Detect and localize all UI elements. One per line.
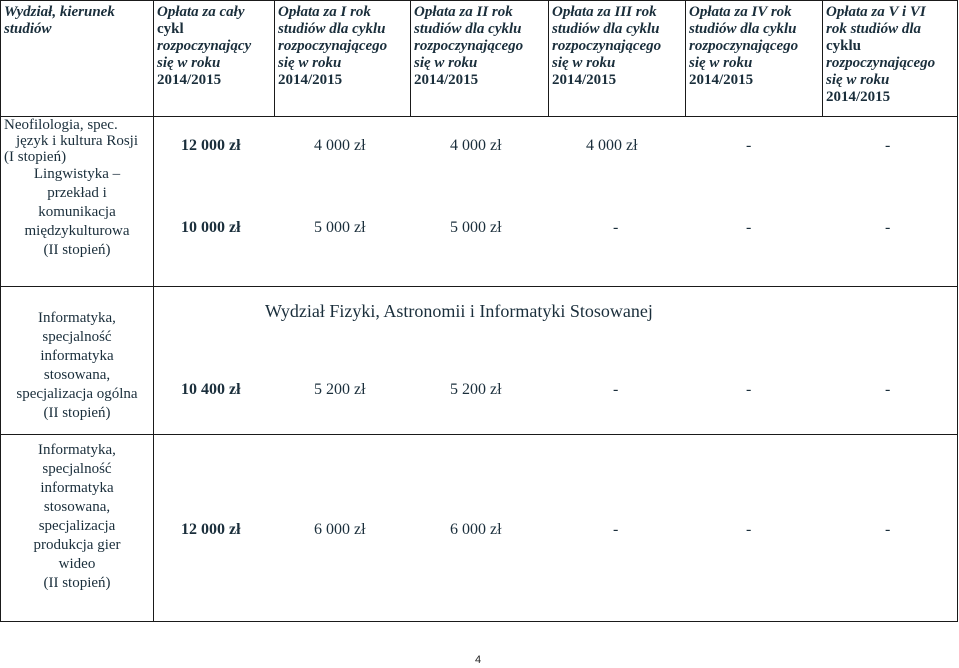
- label-lingwistyka-line-3: międzykulturowa: [24, 223, 130, 239]
- label-lingwistyka-line-0: Lingwistyka –: [33, 166, 121, 182]
- header-y4-line-0: Opłata za IV rok: [689, 4, 792, 20]
- label-inf-games-line-6: wideo: [58, 556, 96, 572]
- block-informatics-games-label: [1, 435, 154, 622]
- label-lingwistyka-line-2: komunikacja: [38, 204, 116, 220]
- header-year-5-6-fee: [823, 1, 958, 117]
- amount-y1-lingwistyka: 5 000 zł: [314, 219, 366, 236]
- header-field-of-study-text: Wydział, kierunek studiów: [4, 4, 115, 37]
- header-y3-line-4: 2014/2015: [552, 72, 617, 88]
- header-year-2-fee: [411, 1, 549, 117]
- label-inf-general-line-1: specjalność: [42, 329, 112, 345]
- header-y5-line-1: rok studiów dla: [826, 21, 922, 37]
- block-informatics-general-amounts: [154, 287, 958, 435]
- header-total-line-4: 2014/2015: [157, 72, 222, 88]
- header-y5-line-2: cyklu: [826, 38, 862, 54]
- amount-y1-inf-games: 6 000 zł: [314, 521, 366, 538]
- amount-total-lingwistyka: 10 000 zł: [181, 219, 241, 236]
- label-inf-games-line-2: informatyka: [40, 480, 114, 496]
- header-year-3-fee: [549, 1, 686, 117]
- label-lingwistyka-line-4: (II stopień): [43, 242, 111, 258]
- amount-y2-lingwistyka: 5 000 zł: [450, 219, 502, 236]
- header-year-4-fee: [686, 1, 823, 117]
- block-philology-labels: [1, 117, 154, 287]
- header-y3-line-3: się w roku: [552, 55, 616, 71]
- header-y3-line-2: rozpoczynającego: [552, 38, 662, 54]
- header-y2-line-3: się w roku: [414, 55, 478, 71]
- amount-y3-neofilologia: 4 000 zł: [586, 137, 638, 154]
- header-y4-line-4: 2014/2015: [689, 72, 754, 88]
- amount-y4-inf-games: -: [746, 521, 752, 538]
- block-philology-amounts: [154, 117, 958, 287]
- amount-y1-neofilologia: 4 000 zł: [314, 137, 366, 154]
- header-field-of-study: [1, 1, 154, 117]
- header-y5-line-3: rozpoczynającego: [826, 55, 936, 71]
- amount-y2-inf-games: 6 000 zł: [450, 521, 502, 538]
- header-row: [1, 1, 958, 117]
- amount-y1-inf-general: 5 200 zł: [314, 381, 366, 398]
- amount-y3-lingwistyka: -: [613, 219, 619, 236]
- header-y2-line-4: 2014/2015: [414, 72, 479, 88]
- block-informatics-general-row: [1, 287, 958, 435]
- header-y5-line-0: Opłata za V i VI: [826, 4, 926, 20]
- header-total-line-3: się w roku: [157, 55, 221, 71]
- amount-y4-neofilologia: -: [746, 137, 752, 154]
- header-total-line-2: rozpoczynający: [157, 38, 252, 54]
- header-y4-line-2: rozpoczynającego: [689, 38, 799, 54]
- amount-y5-lingwistyka: -: [885, 219, 891, 236]
- header-y4-line-3: się w roku: [689, 55, 753, 71]
- amount-total-neofilologia: 12 000 zł: [181, 137, 241, 154]
- amount-total-inf-games: 12 000 zł: [181, 521, 241, 538]
- header-y5-line-5: 2014/2015: [826, 89, 891, 105]
- label-lingwistyka: [4, 165, 150, 260]
- amount-y5-inf-games: -: [885, 521, 891, 538]
- amount-y5-inf-general: -: [885, 381, 891, 398]
- block-philology-row: [1, 117, 958, 287]
- label-lingwistyka-line-1: przekład i: [47, 185, 107, 201]
- amount-y4-inf-general: -: [746, 381, 752, 398]
- header-y1-line-3: się w roku: [278, 55, 342, 71]
- header-y5-line-4: się w roku: [826, 72, 890, 88]
- label-inf-general-line-0: Informatyka,: [38, 310, 116, 326]
- block-informatics-games-row: [1, 435, 958, 622]
- label-inf-games-line-1: specjalność: [42, 461, 112, 477]
- label-inf-games-line-7: (II stopień): [43, 575, 111, 591]
- header-total-fee: [154, 1, 275, 117]
- page-number: 4: [475, 654, 482, 666]
- label-inf-general-line-2: informatyka: [40, 348, 114, 364]
- header-y2-line-1: studiów dla cyklu: [414, 21, 522, 37]
- header-y2-line-2: rozpoczynającego: [414, 38, 524, 54]
- amount-y2-neofilologia: 4 000 zł: [450, 137, 502, 154]
- header-y3-line-0: Opłata za III rok: [552, 4, 657, 20]
- amount-y4-lingwistyka: -: [746, 219, 752, 236]
- label-inf-games-line-3: stosowana,: [43, 499, 111, 515]
- block-informatics-general-label: [1, 287, 154, 435]
- amount-y2-inf-general: 5 200 zł: [450, 381, 502, 398]
- label-inf-games-line-0: Informatyka,: [38, 442, 116, 458]
- header-year-1-fee: [275, 1, 411, 117]
- label-inf-general-line-3: stosowana,: [43, 367, 111, 383]
- header-y1-line-4: 2014/2015: [278, 72, 343, 88]
- header-y4-line-1: studiów dla cyklu: [689, 21, 797, 37]
- block-informatics-games-amounts: [154, 435, 958, 622]
- header-y1-line-0: Opłata za I rok: [278, 4, 371, 20]
- header-y1-line-1: studiów dla cyklu: [278, 21, 386, 37]
- amount-total-inf-general: 10 400 zł: [181, 381, 241, 398]
- label-neofilologia: [4, 117, 150, 165]
- label-neofilologia-line-2: (I stopień): [4, 149, 67, 165]
- header-y2-line-0: Opłata za II rok: [414, 4, 513, 20]
- amount-y3-inf-general: -: [613, 381, 619, 398]
- header-y3-line-1: studiów dla cyklu: [552, 21, 660, 37]
- faculty-title: Wydział Fizyki, Astronomii i Informatyki Stosowanej: [265, 301, 653, 321]
- label-inf-games-line-4: specjalizacja: [38, 518, 116, 534]
- amount-y5-neofilologia: -: [885, 137, 891, 154]
- label-neofilologia-line-0: Neofilologia, spec.: [4, 117, 118, 133]
- label-neofilologia-line-1: język i kultura Rosji: [15, 133, 139, 149]
- amount-y3-inf-games: -: [613, 521, 619, 538]
- label-inf-general-line-4: specjalizacja ogólna: [16, 386, 138, 402]
- header-total-line-1: cykl: [157, 21, 184, 37]
- label-inf-games-line-5: produkcja gier: [33, 537, 121, 553]
- label-inf-general-line-5: (II stopień): [43, 405, 111, 421]
- header-total-line-0: Opłata za cały: [157, 4, 245, 20]
- header-y1-line-2: rozpoczynającego: [278, 38, 388, 54]
